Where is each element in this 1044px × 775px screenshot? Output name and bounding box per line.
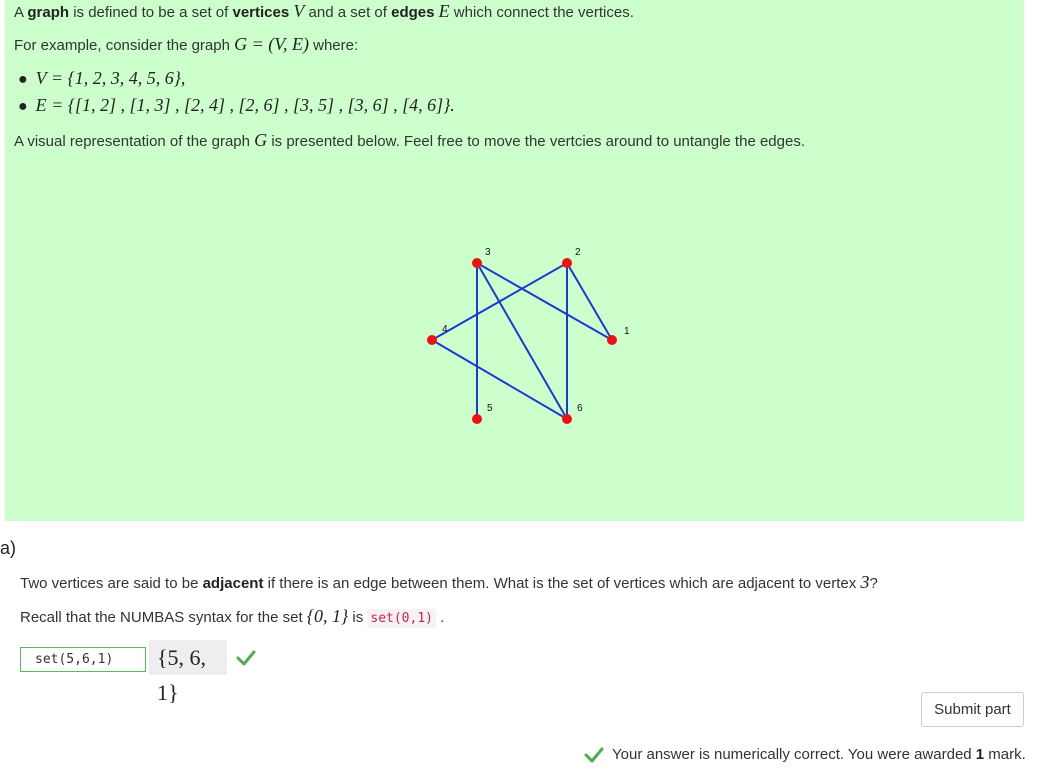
recall-note: Recall that the NUMBAS syntax for the set {0, 1} is set(0,1) . <box>20 606 445 626</box>
intro-paragraph: A graph is defined to be a set of vertices V and a set of edges E which connect the vertices. <box>14 1 634 21</box>
marks-awarded: 1 <box>975 746 985 763</box>
graph-vertex-1[interactable] <box>607 335 617 345</box>
example-paragraph: For example, consider the graph G = (V, E) where: <box>14 34 359 54</box>
graph-vertex-label-6: 6 <box>577 403 583 414</box>
check-icon <box>584 747 604 763</box>
graph-vertex-2[interactable] <box>562 258 572 268</box>
graph-edge-3-6 <box>477 263 567 419</box>
part-label: a) <box>0 538 17 558</box>
graph-vertex-5[interactable] <box>472 414 482 424</box>
graph-vertex-label-5: 5 <box>487 403 493 414</box>
term-adjacent: adjacent <box>202 575 264 592</box>
graph-vertex-label-2: 2 <box>575 247 581 258</box>
math-E: E <box>438 1 450 21</box>
vertex-set: = {1, 2, 3, 4, 5, 6}, <box>46 68 186 88</box>
part-prompt: Two vertices are said to be adjacent if there is an edge between them. What is the set of vertices which are adjacent to vertex 3? <box>20 572 878 592</box>
graph-vertex-label-3: 3 <box>485 247 491 258</box>
graph-vertex-label-1: 1 <box>624 326 630 337</box>
graph-vertex-label-4: 4 <box>442 324 448 335</box>
bullet-edges: ● E = {[1, 2] , [1, 3] , [2, 4] , [2, 6] , [3, 5] , [3, 6] , [4, 6]}. <box>18 95 455 115</box>
syntax-code: set(0,1) <box>367 609 436 628</box>
term-graph: graph <box>27 4 70 21</box>
answer-preview: {5, 6, 1} <box>149 640 227 675</box>
math-tuple: (V, E) <box>268 34 309 54</box>
math-G: G <box>254 130 268 150</box>
term-vertices: vertices <box>232 4 290 21</box>
graph-vertex-4[interactable] <box>427 335 437 345</box>
term-edges: edges <box>391 4 435 21</box>
feedback-message: Your answer is numerically correct. You were awarded 1 mark. <box>584 744 1026 766</box>
bullet-vertices: ● V = {1, 2, 3, 4, 5, 6}, <box>18 68 186 88</box>
graph-vertex-6[interactable] <box>562 414 572 424</box>
graph-edge-4-6 <box>432 340 567 419</box>
graph-edge-1-2 <box>567 263 612 340</box>
graph-vertex-3[interactable] <box>472 258 482 268</box>
math-G: G <box>234 34 248 54</box>
answer-input[interactable] <box>20 647 146 672</box>
edge-set: = {[1, 2] , [1, 3] , [2, 4] , [2, 6] , [3, 5] , [3, 6] , [4, 6]}. <box>46 95 455 115</box>
math-V: V <box>293 1 305 21</box>
vertex-number: 3 <box>860 572 870 592</box>
example-set: {0, 1} <box>306 606 349 626</box>
visual-paragraph: A visual representation of the graph G is presented below. Feel free to move the vertcies around to untangle the edges. <box>14 130 805 150</box>
graph-edge-1-3 <box>477 263 612 340</box>
submit-part-button[interactable]: Submit part <box>921 692 1024 727</box>
check-icon <box>236 650 256 666</box>
